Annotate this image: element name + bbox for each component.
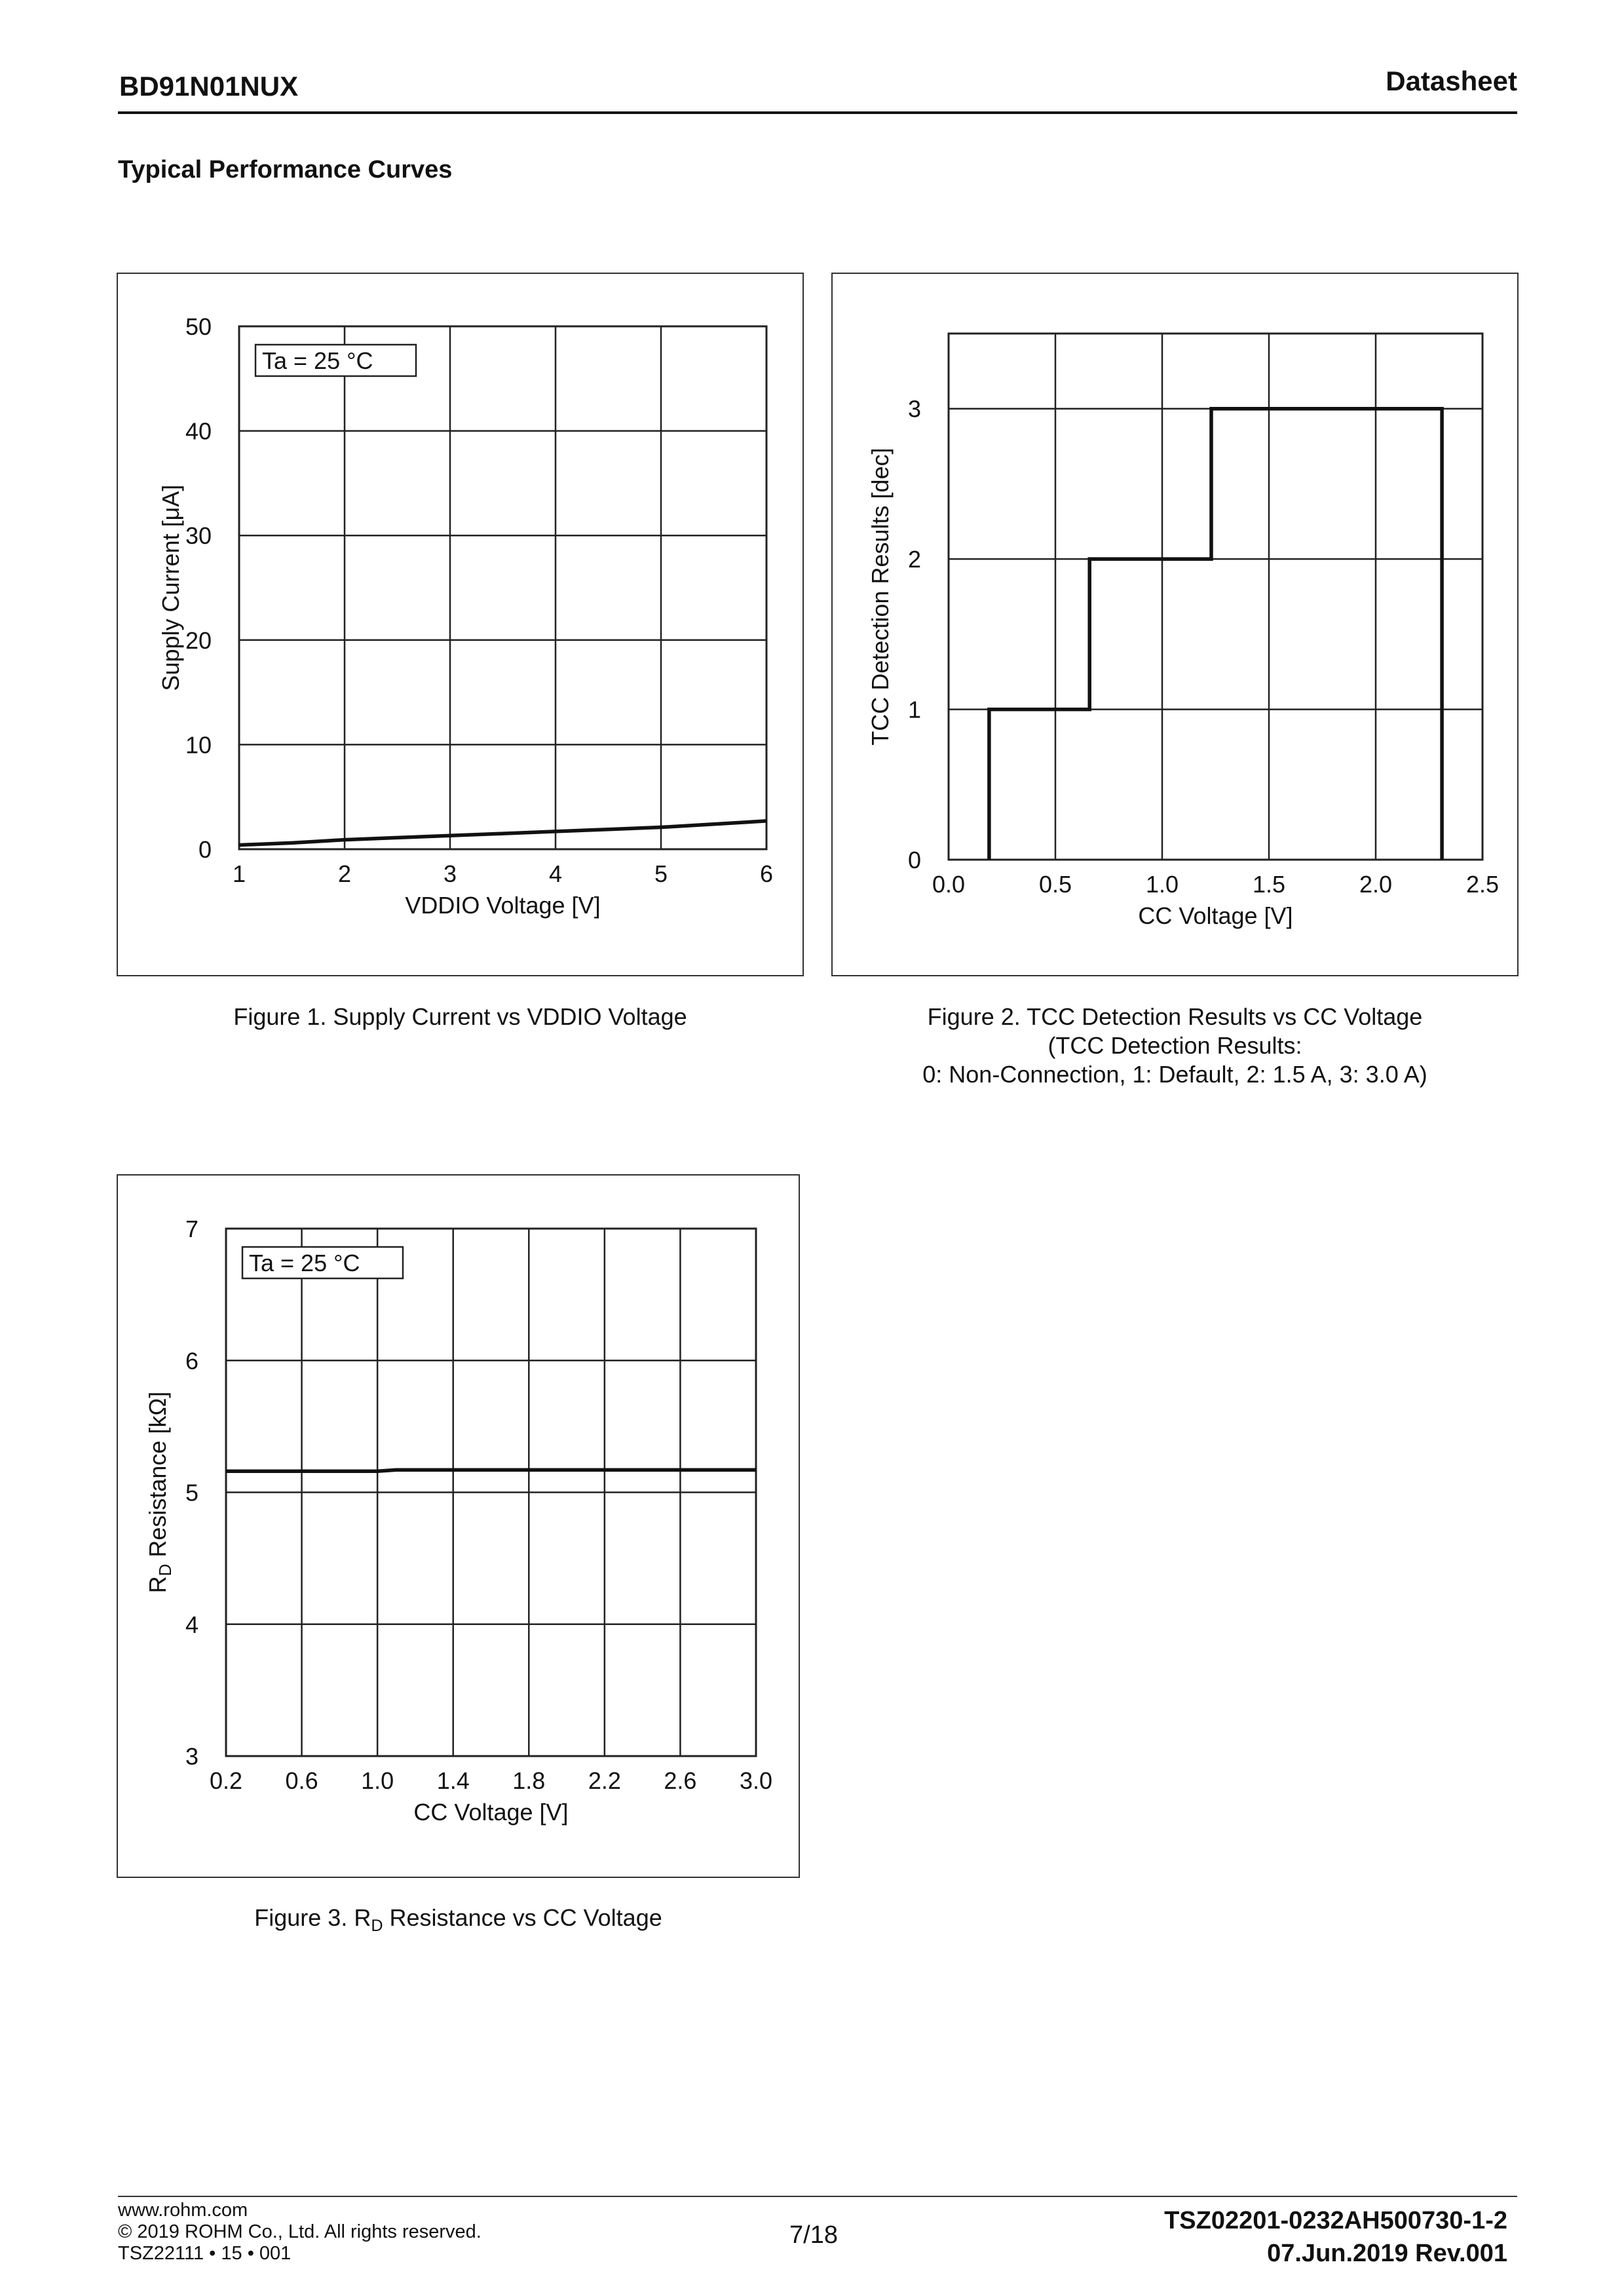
annotation-label: Ta = 25 °C (249, 1250, 360, 1276)
plot-area-border (239, 326, 766, 849)
x-tick-label: 1 (232, 860, 246, 887)
x-tick-label: 2.5 (1465, 871, 1500, 898)
figure-3-frame (117, 1174, 800, 1878)
x-tick-label: 0.2 (209, 1767, 243, 1794)
figure-2-title: Figure 2. TCC Detection Results vs CC Voltage (927, 1003, 1423, 1030)
y-tick-label: 20 (185, 626, 212, 654)
x-tick-label: 0.5 (1038, 871, 1072, 898)
header-rule (118, 111, 1517, 114)
figure-3-chart (118, 1176, 799, 1877)
figure-1-frame (117, 273, 804, 976)
x-tick-label: 2.6 (664, 1767, 697, 1794)
y-tick-label: 10 (185, 731, 212, 759)
x-axis-label: VDDIO Voltage [V] (405, 892, 601, 919)
page-number: 7/18 (789, 2221, 838, 2249)
figure-1-caption (117, 1003, 804, 1031)
figure-1-chart (118, 274, 803, 975)
figure-1-title: Figure 1. Supply Current vs VDDIO Voltage (233, 1003, 687, 1030)
y-tick-label: 5 (185, 1479, 198, 1506)
x-tick-label: 1.8 (512, 1767, 546, 1794)
x-tick-label: 1.0 (361, 1767, 394, 1794)
y-tick-label: 2 (907, 546, 921, 573)
y-tick-label: 1 (907, 696, 921, 723)
data-series-line (226, 1470, 756, 1471)
y-tick-label: 3 (907, 395, 921, 423)
figure-2-frame (831, 273, 1519, 976)
x-tick-label: 1.4 (436, 1767, 470, 1794)
y-axis-label: Supply Current [μA] (157, 484, 184, 691)
footer-rule (118, 2196, 1517, 2197)
figure-3-caption (117, 1904, 800, 1940)
annotation-label: Ta = 25 °C (262, 347, 373, 374)
x-tick-label: 1.0 (1145, 871, 1179, 898)
y-axis-label: $R_D$ Resistance [kΩ] (144, 1391, 175, 1594)
figure-2-chart (833, 274, 1517, 975)
x-tick-label: 2.0 (1359, 871, 1393, 898)
data-series-line (239, 821, 766, 845)
y-tick-label: 0 (907, 847, 921, 873)
x-tick-label: 2.2 (588, 1767, 621, 1794)
footer-code: TSZ22111 • 15 • 001 (118, 2243, 292, 2264)
x-tick-label: 0.0 (932, 871, 966, 898)
y-tick-label: 30 (185, 522, 212, 550)
part-number: BD91N01NUX (119, 71, 299, 102)
y-tick-label: 4 (185, 1611, 198, 1638)
document-number: TSZ02201-0232AH500730-1-2 (1164, 2207, 1507, 2234)
figure-2-caption (831, 1003, 1519, 1089)
footer-copyright: © 2019 ROHM Co., Ltd. All rights reserved. (118, 2221, 482, 2242)
y-tick-label: 3 (185, 1743, 198, 1770)
section-title: Typical Performance Curves (118, 156, 453, 183)
y-tick-label: 7 (185, 1215, 198, 1242)
x-tick-label: 2 (337, 860, 352, 887)
y-tick-label: 40 (185, 417, 212, 445)
x-tick-label: 5 (654, 860, 668, 887)
data-series-line (989, 409, 1442, 860)
figure-2-note-line-2: 0: Non-Connection, 1: Default, 2: 1.5 A, 3: 3.0 A) (922, 1061, 1427, 1088)
y-axis-label: TCC Detection Results [dec] (867, 448, 894, 746)
footer-right (1164, 2204, 1507, 2270)
x-tick-label: 3.0 (739, 1767, 773, 1794)
x-tick-label: 6 (759, 860, 774, 887)
x-tick-label: 3 (443, 860, 457, 887)
y-tick-label: 50 (185, 313, 212, 340)
footer-left (118, 2200, 482, 2265)
date-revision: 07.Jun.2019 Rev.001 (1267, 2240, 1507, 2267)
x-tick-label: 1.5 (1252, 871, 1286, 898)
figure-2-note-line-1: (TCC Detection Results: (1048, 1032, 1302, 1059)
x-axis-label: CC Voltage [V] (1138, 902, 1293, 929)
footer-website: www.rohm.com (118, 2200, 248, 2221)
x-tick-label: 4 (548, 860, 563, 887)
document-type: Datasheet (1386, 66, 1517, 96)
x-axis-label: CC Voltage [V] (413, 1799, 569, 1826)
plot-area-border (949, 334, 1482, 860)
figure-3-title: Figure 3. $R_D$ Resistance vs CC Voltage (254, 1904, 662, 1936)
y-tick-label: 6 (185, 1347, 198, 1375)
x-tick-label: 0.6 (285, 1767, 318, 1794)
y-tick-label: 0 (198, 836, 212, 863)
